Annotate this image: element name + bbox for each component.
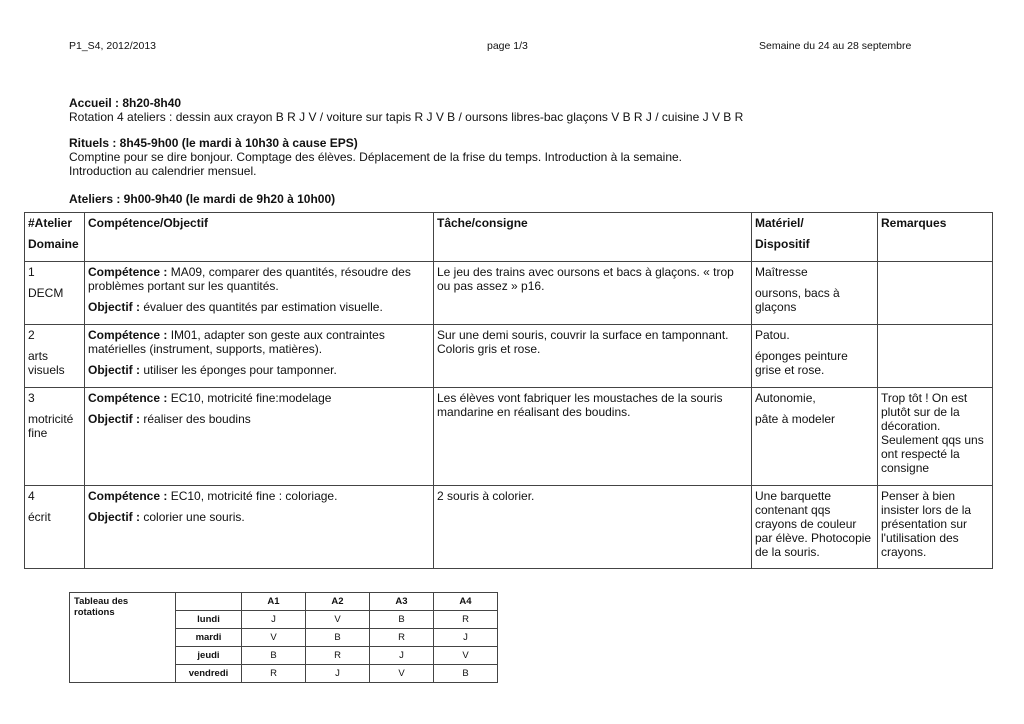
col-atelier-label: #Atelier [28, 216, 73, 230]
rotations-cell: B [242, 647, 306, 665]
competence-cell [85, 262, 434, 325]
tache-cell: Les élèves vont fabriquer les moustaches de la souris mandarine en réalisant des boudins. [434, 388, 752, 486]
col-competence: Compétence/Objectif [85, 213, 434, 262]
rotations-cell: V [434, 647, 498, 665]
ateliers-table [24, 212, 993, 569]
objectif-text: utiliser les éponges pour tamponner. [140, 363, 337, 377]
table-row [25, 262, 993, 325]
rotations-cell: R [434, 611, 498, 629]
rotations-cell: V [306, 611, 370, 629]
rotations-day: lundi [176, 611, 242, 629]
atelier-number: 1 [28, 265, 35, 279]
page-number: page 1/3 [487, 40, 528, 52]
rotations-cell: B [434, 665, 498, 683]
col-domaine-label: Domaine [28, 237, 79, 251]
atelier-number: 3 [28, 391, 35, 405]
objectif-text: colorier une souris. [140, 510, 245, 524]
col-atelier [25, 213, 85, 262]
remarques-cell: Penser à bien insister lors de la présentation sur l'utilisation des crayons. [878, 486, 993, 569]
atelier-cell [25, 325, 85, 388]
materiel-line-1: Autonomie, [755, 391, 816, 405]
rituels-title: Rituels : 8h45-9h00 (le mardi à 10h30 à cause EPS) [69, 136, 358, 150]
tache-cell: Sur une demi souris, couvrir la surface en tamponnant. Coloris gris et rose. [434, 325, 752, 388]
materiel-line-1: Patou. [755, 328, 790, 342]
rotations-col: A1 [242, 593, 306, 611]
materiel-line-2: pâte à modeler [755, 412, 836, 426]
rotations-cell: J [242, 611, 306, 629]
rotations-cell: J [434, 629, 498, 647]
rotations-cell: J [370, 647, 434, 665]
atelier-domain: motricité fine [28, 412, 74, 440]
rotations-cell: R [370, 629, 434, 647]
col-remarques: Remarques [878, 213, 993, 262]
objectif-label: Objectif : [88, 363, 141, 377]
remarques-cell [878, 325, 993, 388]
week-dates: Semaine du 24 au 28 septembre [759, 40, 912, 52]
atelier-cell [25, 486, 85, 569]
ateliers-section [69, 192, 969, 206]
competence-cell [85, 325, 434, 388]
rotations-day: jeudi [176, 647, 242, 665]
rotations-cell: V [370, 665, 434, 683]
rotations-day: mardi [176, 629, 242, 647]
rotations-header-row [70, 593, 498, 611]
objectif-label: Objectif : [88, 412, 141, 426]
rotations-col: A3 [370, 593, 434, 611]
materiel-cell [752, 486, 878, 569]
materiel-cell [752, 325, 878, 388]
atelier-number: 2 [28, 328, 35, 342]
materiel-line-1: Une barquette contenant qqs crayons de couleur par élève. Photocopie de la souris. [755, 489, 872, 559]
rituels-line-2: Introduction au calendrier mensuel. [69, 164, 257, 178]
table-header-row [25, 213, 993, 262]
atelier-domain: écrit [28, 510, 51, 524]
atelier-cell [25, 388, 85, 486]
col-dispositif-label: Dispositif [755, 237, 810, 251]
materiel-line-2: oursons, bacs à glaçons [755, 286, 840, 314]
competence-label: Compétence : [88, 265, 168, 279]
rotations-cell: R [306, 647, 370, 665]
competence-cell [85, 486, 434, 569]
col-tache: Tâche/consigne [434, 213, 752, 262]
table-row [25, 325, 993, 388]
remarques-cell: Trop tôt ! On est plutôt sur de la décoration. Seulement qqs uns ont respecté la consigne [878, 388, 993, 486]
atelier-domain: arts visuels [28, 349, 65, 377]
rituels-line-1: Comptine pour se dire bonjour. Comptage des élèves. Déplacement de la frise du temps. Introduction à la semaine. [69, 150, 683, 164]
table-row [25, 486, 993, 569]
ateliers-title: Ateliers : 9h00-9h40 (le mardi de 9h20 à 10h00) [69, 192, 336, 206]
objectif-label: Objectif : [88, 300, 141, 314]
competence-text: MA09, comparer des quantités, résoudre des problèmes portant sur les quantités. [88, 265, 411, 293]
tache-cell: Le jeu des trains avec oursons et bacs à glaçons. « trop ou pas assez » p16. [434, 262, 752, 325]
accueil-section [69, 96, 969, 124]
objectif-text: réaliser des boudins [140, 412, 251, 426]
materiel-line-2: éponges peinture grise et rose. [755, 349, 848, 377]
rotations-col: A4 [434, 593, 498, 611]
materiel-line-1: Maîtresse [755, 265, 808, 279]
competence-text: EC10, motricité fine : coloriage. [167, 489, 338, 503]
competence-cell [85, 388, 434, 486]
rotations-cell: B [306, 629, 370, 647]
materiel-cell [752, 388, 878, 486]
atelier-domain: DECM [28, 286, 64, 300]
rotations-day: vendredi [176, 665, 242, 683]
header-left: P1_S4, 2012/2013 [69, 40, 156, 52]
tache-cell: 2 souris à colorier. [434, 486, 752, 569]
rotations-col: A2 [306, 593, 370, 611]
col-materiel [752, 213, 878, 262]
competence-label: Compétence : [88, 328, 168, 342]
rotations-cell: R [242, 665, 306, 683]
remarques-cell [878, 262, 993, 325]
rotations-table [69, 592, 498, 683]
competence-text: IM01, adapter son geste aux contraintes matérielles (instrument, supports, matières). [88, 328, 385, 356]
col-materiel-label: Matériel/ [755, 216, 804, 230]
accueil-text: Rotation 4 ateliers : dessin aux crayon B R J V / voiture sur tapis R J V B / oursons libres-bac glaçons V B R J / cuisine J V B R [69, 110, 744, 124]
accueil-title: Accueil : 8h20-8h40 [69, 96, 182, 110]
rotations-cell: J [306, 665, 370, 683]
rituels-section [69, 136, 969, 178]
rotations-corner [176, 593, 242, 611]
table-row [25, 388, 993, 486]
atelier-cell [25, 262, 85, 325]
competence-label: Compétence : [88, 391, 168, 405]
rotations-cell: V [242, 629, 306, 647]
objectif-label: Objectif : [88, 510, 141, 524]
competence-text: EC10, motricité fine:modelage [167, 391, 332, 405]
materiel-cell [752, 262, 878, 325]
competence-label: Compétence : [88, 489, 168, 503]
rotations-title: Tableau des rotations [70, 593, 176, 683]
objectif-text: évaluer des quantités par estimation visuelle. [140, 300, 383, 314]
atelier-number: 4 [28, 489, 35, 503]
rotations-cell: B [370, 611, 434, 629]
